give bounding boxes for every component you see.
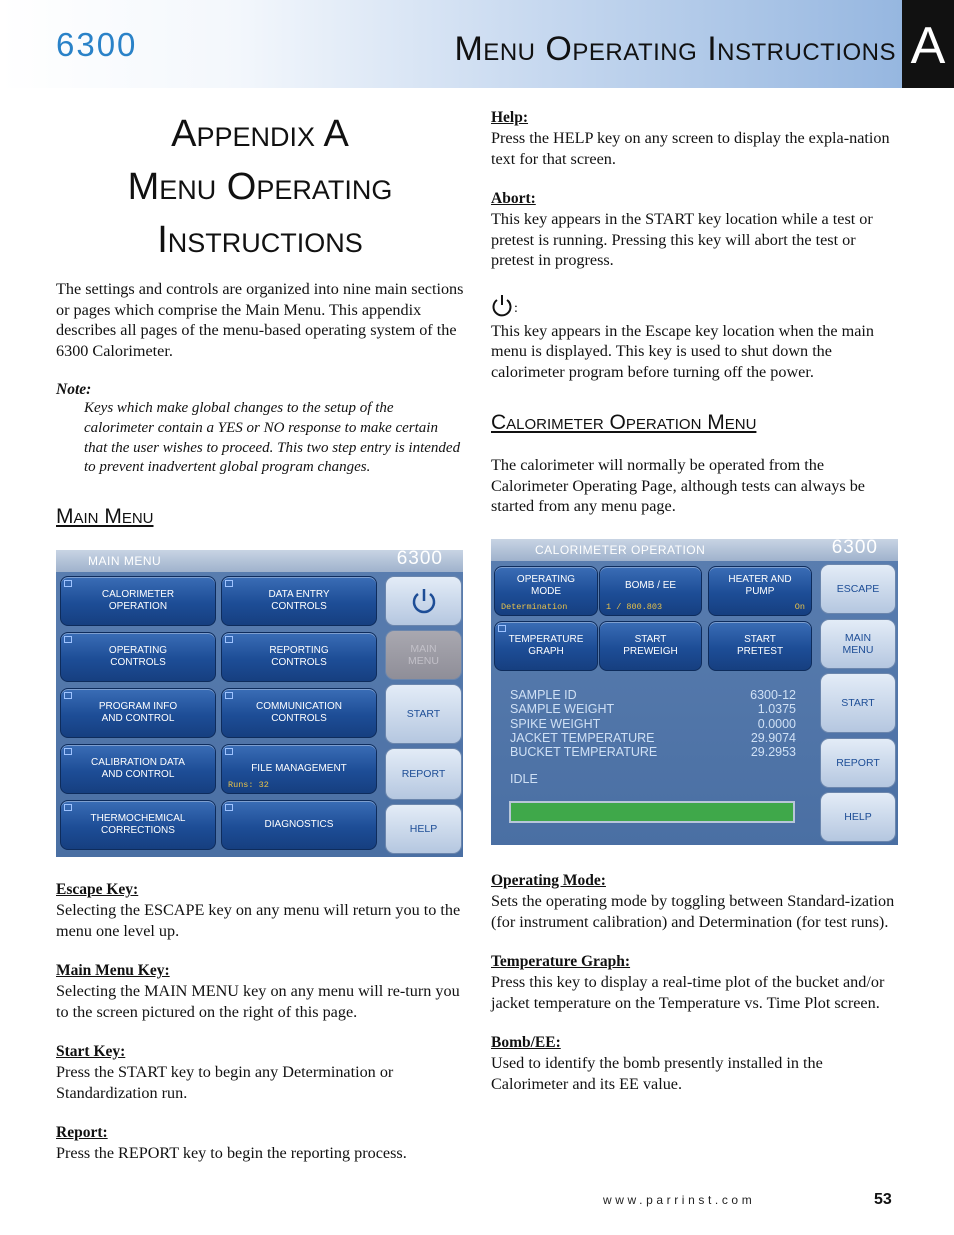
operation-button[interactable]: [708, 621, 812, 671]
left-key-descriptions: [56, 880, 464, 1164]
menu-button[interactable]: [60, 688, 216, 738]
definition-item: [56, 880, 464, 941]
button-corner-icon: [64, 580, 72, 587]
definition-text: Press the START key to begin any Determination or Standardization run.: [56, 1063, 394, 1102]
button-corner-icon: [64, 804, 72, 811]
readout-label: SAMPLE ID: [510, 688, 577, 702]
operation-button-label: HEATER AND PUMP: [728, 574, 792, 597]
operation-button-label: TEMPERATURE GRAPH: [508, 634, 584, 657]
button-corner-icon: [64, 636, 72, 643]
definition-item: [56, 961, 464, 1022]
screen-model: 6300: [831, 539, 878, 558]
help-button[interactable]: HELP: [820, 792, 896, 842]
definition-item: [56, 1042, 464, 1103]
header-title: Menu Operating Instructions: [454, 30, 896, 68]
operation-button[interactable]: [494, 566, 598, 616]
readout-label: SAMPLE WEIGHT: [510, 702, 615, 717]
menu-button-label: PROGRAM INFO AND CONTROL: [98, 701, 178, 724]
button-corner-icon: [225, 692, 233, 699]
progress-bar: [509, 801, 795, 823]
definition-item: [491, 108, 899, 169]
definition-text: Sets the operating mode by toggling between Standard-ization (for instrument calibration) and Determination (for test runs).: [491, 892, 895, 931]
definition-term: Start Key:: [56, 1043, 126, 1060]
definition-text: Press the REPORT key to begin the reporting process.: [56, 1144, 407, 1162]
screen-title: CALORIMETER OPERATION: [535, 543, 706, 557]
note-text: Keys which make global changes to the setup of the calorimeter contain a YES or NO response to make certain that the user wishes to proceed. This two step entry is intended to prevent inadvertent global program changes.: [84, 400, 461, 476]
definition-term: Main Menu Key:: [56, 962, 170, 979]
power-key-text: This key appears in the Escape key location when the main menu is displayed. This key is used to shut down the calorimeter program before turning off the power.: [491, 321, 874, 381]
left-column: [56, 108, 464, 529]
note-label: Note:: [56, 381, 92, 398]
readout-label: JACKET TEMPERATURE: [510, 730, 655, 745]
menu-button-label: THERMOCHEMICAL CORRECTIONS: [90, 813, 186, 836]
power-icon: [410, 586, 438, 616]
definition-text: Selecting the ESCAPE key on any menu will return you to the menu one level up.: [56, 901, 461, 940]
page-header: [0, 0, 954, 88]
definition-text: Press the HELP key on any screen to display the expla-nation text for that screen.: [491, 129, 890, 168]
button-sub-value: Runs: 32: [228, 780, 269, 790]
screen-title-bar: [491, 539, 898, 561]
menu-button[interactable]: [221, 800, 377, 850]
button-corner-icon: [225, 636, 233, 643]
menu-button-label: COMMUNICATION CONTROLS: [256, 701, 342, 724]
button-corner-icon: [64, 692, 72, 699]
readout-label: BUCKET TEMPERATURE: [510, 745, 658, 760]
operation-button[interactable]: [708, 566, 812, 616]
main-menu-screenshot: [56, 550, 463, 857]
readout-value: 1.0375: [757, 702, 796, 717]
readout-value: 6300-12: [750, 688, 796, 702]
definition-text: This key appears in the START key location while a test or pretest is running. Pressing this key will abort the test or pretest in progress.: [491, 210, 873, 269]
definition-text: Press this key to display a real-time plot of the bucket and/or jacket temperature on the Temperature vs. Time Plot screen.: [491, 973, 885, 1012]
definition-term: Operating Mode:: [491, 872, 606, 889]
menu-button-label: DIAGNOSTICS: [264, 819, 334, 830]
menu-button-label: CALIBRATION DATA AND CONTROL: [91, 757, 185, 780]
operation-button[interactable]: [599, 621, 702, 671]
calorimeter-operation-screenshot: [491, 539, 898, 845]
footer-url: www.parrinst.com: [603, 1193, 756, 1207]
menu-button-label: OPERATING CONTROLS: [108, 645, 168, 668]
definition-term: Bomb/EE:: [491, 1034, 561, 1051]
definition-text: Used to identify the bomb presently installed in the Calorimeter and its EE value.: [491, 1054, 823, 1093]
power-key-entry: [491, 291, 899, 383]
operation-button-label: START PREWEIGH: [623, 634, 678, 657]
report-button[interactable]: REPORT: [385, 748, 462, 800]
operation-button[interactable]: [599, 566, 702, 616]
menu-button-label: FILE MANAGEMENT: [251, 763, 347, 774]
definition-item: [491, 1033, 899, 1094]
operation-button-label: OPERATING MODE: [516, 574, 576, 597]
menu-button[interactable]: [221, 744, 377, 794]
header-model-number: 6300: [56, 26, 138, 63]
calorimeter-operation-heading: Calorimeter Operation Menu: [491, 411, 757, 434]
appendix-title: [56, 108, 464, 267]
menu-button[interactable]: [221, 688, 377, 738]
screen-model: 6300: [396, 550, 443, 569]
operation-button-label: START PRETEST: [736, 634, 784, 657]
power-key-colon: :: [514, 300, 518, 316]
menu-button[interactable]: [60, 576, 216, 626]
definition-item: [491, 189, 899, 271]
button-corner-icon: [64, 748, 72, 755]
main-menu-button[interactable]: MAIN MENU: [820, 619, 896, 669]
menu-button-label: CALORIMETER OPERATION: [101, 589, 175, 612]
button-sub-value: Determination: [501, 602, 568, 612]
page-number: 53: [874, 1191, 892, 1208]
button-corner-icon: [225, 748, 233, 755]
intro-paragraph: The settings and controls are organized into nine main sections or pages which comprise the Main Menu. This appendix describes all pages of the menu-based operating system of the 6300 Calorimeter.: [56, 280, 464, 360]
menu-button[interactable]: [60, 632, 216, 682]
start-button[interactable]: START: [385, 684, 462, 744]
button-corner-icon: [498, 625, 506, 632]
button-sub-status: On: [794, 602, 805, 612]
button-corner-icon: [225, 804, 233, 811]
operation-button-label: BOMB / EE: [624, 580, 677, 591]
menu-button[interactable]: [221, 576, 377, 626]
report-button[interactable]: REPORT: [820, 738, 896, 788]
right-key-descriptions: [491, 871, 899, 1094]
calorimeter-intro: The calorimeter will normally be operated from the Calorimeter Operating Page, although tests can always be started from any menu page.: [491, 456, 865, 515]
definition-item: [56, 1123, 464, 1164]
start-button[interactable]: START: [820, 673, 896, 733]
menu-button[interactable]: [60, 744, 216, 794]
readout-value: 0.0000: [757, 716, 796, 731]
definition-text: Selecting the MAIN MENU key on any menu will re-turn you to the screen pictured on the right of this page.: [56, 982, 460, 1021]
menu-button-label: REPORTING CONTROLS: [269, 645, 329, 668]
menu-button[interactable]: [60, 800, 216, 850]
power-button[interactable]: [385, 576, 462, 626]
appendix-title-line1: Appendix A: [171, 113, 349, 155]
menu-button-label: DATA ENTRY CONTROLS: [268, 589, 330, 612]
definition-term: Temperature Graph:: [491, 953, 631, 970]
operation-button[interactable]: [494, 621, 598, 671]
appendix-tab: A: [902, 0, 954, 88]
main-menu-button-disabled: MAIN MENU: [385, 630, 462, 680]
help-button[interactable]: HELP: [385, 804, 462, 854]
button-corner-icon: [225, 580, 233, 587]
readout-value: 29.2953: [750, 745, 796, 760]
button-sub-value: 1 / 800.803: [606, 602, 663, 612]
power-icon: [491, 293, 513, 317]
definition-term: Help:: [491, 109, 529, 126]
readout-label: SPIKE WEIGHT: [510, 716, 601, 731]
status-text: IDLE: [510, 772, 538, 786]
screen-title-bar: [56, 550, 463, 572]
definition-item: [491, 952, 899, 1013]
definition-term: Abort:: [491, 190, 536, 207]
main-menu-heading: Main Menu: [56, 505, 154, 529]
right-column: [491, 108, 899, 517]
definition-term: Report:: [56, 1124, 108, 1141]
definition-term: Escape Key:: [56, 881, 139, 898]
definition-item: [491, 871, 899, 932]
appendix-title-line3: Instructions: [157, 219, 363, 261]
screen-title: MAIN MENU: [88, 554, 162, 568]
menu-button[interactable]: [221, 632, 377, 682]
readout-value: 29.9074: [750, 730, 796, 745]
escape-button[interactable]: ESCAPE: [820, 564, 896, 614]
appendix-title-line2: Menu Operating: [127, 166, 393, 208]
